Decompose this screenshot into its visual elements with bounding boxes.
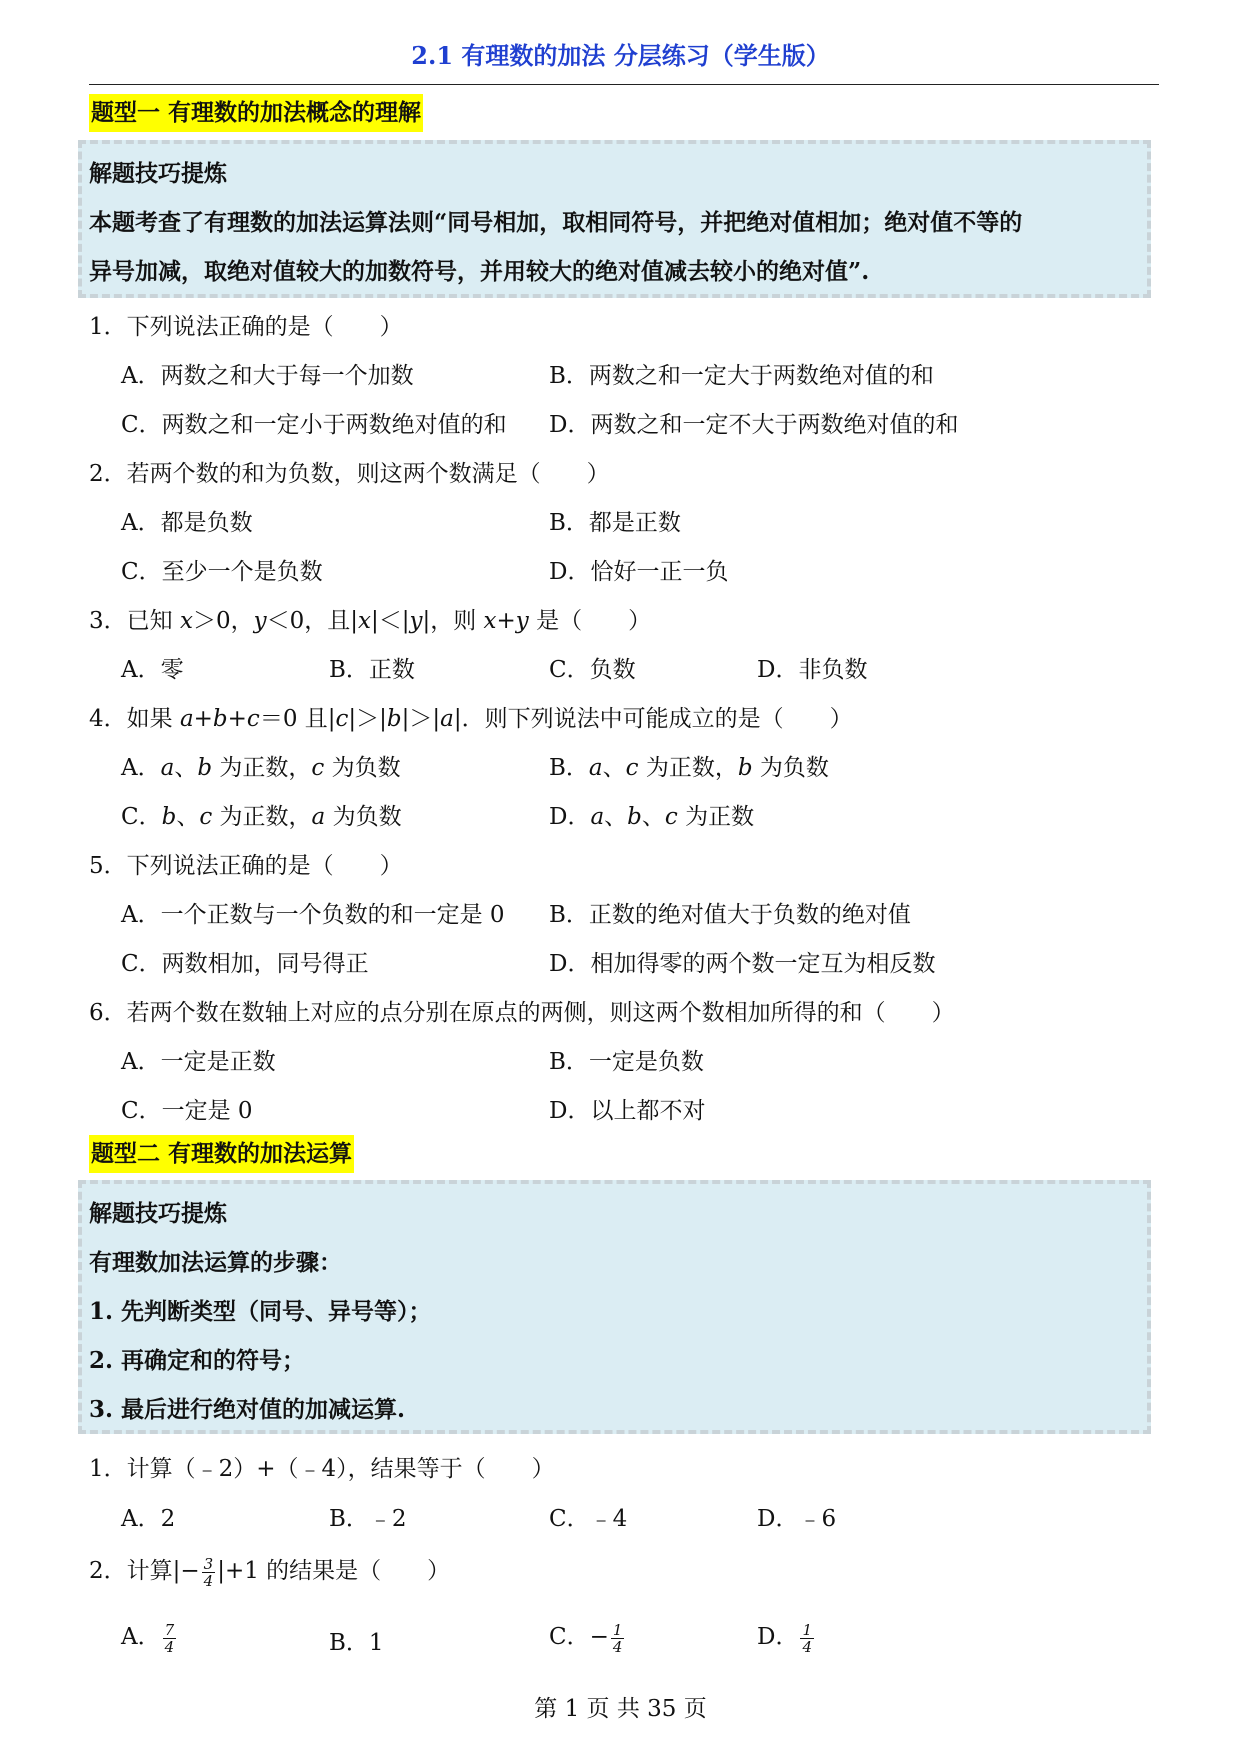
page-footer: 第 1 页 共 35 页 (534, 1696, 707, 1722)
option-1-1-d: D．两数之和一定不大于两数绝对值的和 (549, 412, 959, 438)
question-2-1: 1．计算（﹣2）+（﹣4），结果等于（ ） (89, 1456, 555, 1482)
fraction: $\frac{1}{4}$ (802, 1620, 812, 1656)
option-1-4-c: C．b、c 为正数，a 为负数 (121, 804, 402, 830)
tips-line-2-1: 有理数加法运算的步骤： (89, 1249, 342, 1276)
tips-title-2: 解题技巧提炼 (89, 1200, 227, 1227)
tips-line-2: 异号加减，取绝对值较大的加数符号，并用较大的绝对值减去较小的绝对值”. (89, 258, 870, 285)
option-1-6-d: D．以上都不对 (549, 1098, 706, 1124)
question-2-2: 2．计算|− $\frac{3}{4}$ |+1 的结果是（ ） (89, 1554, 451, 1590)
question-1-4: 4．如果 a+b+c＝0 且|c|＞|b|＞|a|．则下列说法中可能成立的是（ ） (89, 706, 853, 732)
option-1-5-b: B．正数的绝对值大于负数的绝对值 (549, 902, 911, 928)
option-1-2-a: A．都是负数 (121, 510, 253, 536)
option-1-6-b: B．一定是负数 (549, 1049, 704, 1075)
option-1-2-c: C．至少一个是负数 (121, 559, 323, 585)
option-1-3-b: B．正数 (329, 657, 415, 683)
option-1-6-a: A．一定是正数 (121, 1049, 276, 1075)
question-1-5: 5．下列说法正确的是（ ） (89, 853, 403, 879)
option-2-2-a: A． $\frac{7}{4}$ (121, 1620, 175, 1656)
tips-line-2-2: 1. 先判断类型（同号、异号等）； (89, 1298, 432, 1325)
option-1-1-a: A．两数之和大于每一个加数 (121, 363, 414, 389)
title-rule (89, 84, 1159, 85)
question-1-1: 1．下列说法正确的是（ ） (89, 314, 403, 340)
option-1-1-c: C．两数之和一定小于两数绝对值的和 (121, 412, 507, 438)
option-2-2-c: C．− $\frac{1}{4}$ (549, 1620, 623, 1656)
section-heading-1: 题型一 有理数的加法概念的理解 (89, 94, 423, 132)
question-1-6: 6．若两个数在数轴上对应的点分别在原点的两侧，则这两个数相加所得的和（ ） (89, 1000, 955, 1026)
option-1-4-a: A．a、b 为正数，c 为负数 (121, 755, 401, 781)
tips-line-2-3: 2. 再确定和的符号； (89, 1347, 306, 1374)
page-title: 2.1 有理数的加法 分层练习（学生版） (411, 41, 830, 70)
tips-line-1: 本题考查了有理数的加法运算法则“同号相加，取相同符号，并把绝对值相加；绝对值不等的 (89, 209, 1023, 236)
option-2-2-b: B．1 (329, 1630, 384, 1656)
option-2-2-d: D． $\frac{1}{4}$ (757, 1620, 812, 1656)
option-2-1-b: B．﹣2 (329, 1506, 407, 1532)
option-1-1-b: B．两数之和一定大于两数绝对值的和 (549, 363, 934, 389)
option-1-6-c: C．一定是 0 (121, 1098, 253, 1124)
option-1-2-b: B．都是正数 (549, 510, 681, 536)
option-1-5-a: A．一个正数与一个负数的和一定是 0 (121, 902, 505, 928)
option-2-1-a: A．2 (121, 1506, 176, 1532)
question-1-3: 3．已知 x＞0，y＜0，且|x|＜|y|，则 x+y 是（ ） (89, 608, 652, 634)
fraction: $\frac{1}{4}$ (612, 1620, 623, 1656)
option-1-3-c: C．负数 (549, 657, 636, 683)
option-2-1-c: C．﹣4 (549, 1506, 628, 1532)
tips-line-2-4: 3. 最后进行绝对值的加减运算. (89, 1396, 406, 1423)
section-heading-2: 题型二 有理数的加法运算 (89, 1135, 354, 1173)
tips-title-1: 解题技巧提炼 (89, 160, 227, 187)
fraction: $\frac{3}{4}$ (203, 1554, 214, 1590)
option-1-5-d: D．相加得零的两个数一定互为相反数 (549, 951, 936, 977)
option-1-5-c: C．两数相加，同号得正 (121, 951, 369, 977)
option-1-3-d: D．非负数 (757, 657, 868, 683)
fraction: $\frac{7}{4}$ (164, 1620, 175, 1656)
option-1-3-a: A．零 (121, 657, 184, 683)
option-1-4-b: B．a、c 为正数，b 为负数 (549, 755, 829, 781)
option-2-1-d: D．﹣6 (757, 1506, 837, 1532)
option-1-2-d: D．恰好一正一负 (549, 559, 729, 585)
option-1-4-d: D．a、b、c 为正数 (549, 804, 755, 830)
question-1-2: 2．若两个数的和为负数，则这两个数满足（ ） (89, 461, 610, 487)
